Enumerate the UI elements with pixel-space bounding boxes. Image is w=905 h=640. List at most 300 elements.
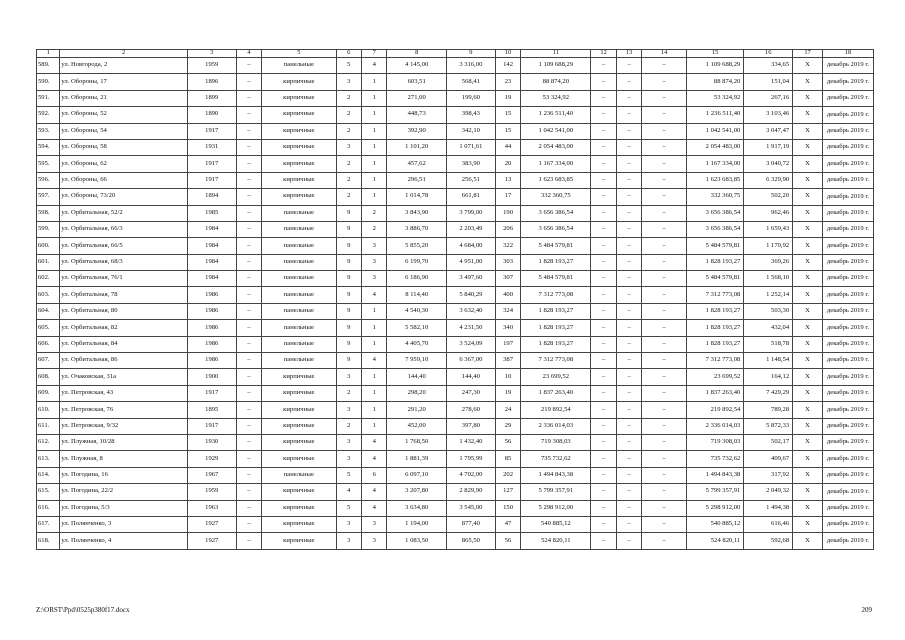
cell-total-area: 4 540,30 xyxy=(387,303,446,319)
cell-cost-regional: – xyxy=(616,221,641,237)
cell-deadline: декабрь 2019 г. xyxy=(822,74,873,90)
cell-cost-per-m2: 2 049,32 xyxy=(744,484,793,500)
cell-cost-per-m2: 789,28 xyxy=(744,402,793,418)
table-row xyxy=(37,500,874,516)
cell-residents: 307 xyxy=(495,271,520,287)
cell-wall-material: панельные xyxy=(262,303,336,319)
cell-year-built: 1959 xyxy=(187,484,236,500)
cell-entrances: 1 xyxy=(361,385,386,401)
cell-cost-regional: – xyxy=(616,484,641,500)
cell-year-built: 1986 xyxy=(187,303,236,319)
cell-cost-federal: – xyxy=(591,156,616,172)
cell-total-area: 144,40 xyxy=(387,369,446,385)
table-row xyxy=(37,385,874,401)
cell-address: ул. Орбитальная, 66/3 xyxy=(60,221,187,237)
cell-cost-regional: – xyxy=(616,205,641,221)
cell-entrances: 3 xyxy=(361,533,386,549)
cell-year-built: 1963 xyxy=(187,500,236,516)
cell-living-area: 1 795,99 xyxy=(446,451,495,467)
table-row xyxy=(37,287,874,303)
cell-address: ул. Плужная, 10/28 xyxy=(60,434,187,450)
cell-wall-year: – xyxy=(236,156,261,172)
cell-year-built: 1899 xyxy=(187,90,236,106)
cell-cost-owners: 1 837 263,40 xyxy=(686,385,743,401)
table-row xyxy=(37,451,874,467)
cell-cost-owners: 5 298 912,00 xyxy=(686,500,743,516)
cell-total-area: 291,20 xyxy=(387,402,446,418)
cell-cost-total: 332 360,75 xyxy=(521,189,591,205)
cell-cost-regional: – xyxy=(616,303,641,319)
cell-mark: Х xyxy=(793,254,823,270)
cell-year-built: 1986 xyxy=(187,336,236,352)
table-row xyxy=(37,434,874,450)
cell-cost-local: – xyxy=(642,287,687,303)
cell-row-number: 608. xyxy=(37,369,60,385)
cell-wall-year: – xyxy=(236,467,261,483)
cell-cost-owners: 5 799 357,91 xyxy=(686,484,743,500)
cell-cost-regional: – xyxy=(616,156,641,172)
cell-residents: 85 xyxy=(495,451,520,467)
cell-cost-federal: – xyxy=(591,320,616,336)
cell-row-number: 614. xyxy=(37,467,60,483)
cell-address: ул. Орбитальная, 52/2 xyxy=(60,205,187,221)
cell-deadline: декабрь 2019 г. xyxy=(822,58,873,74)
table-row xyxy=(37,107,874,123)
cell-mark: Х xyxy=(793,74,823,90)
cell-floors: 2 xyxy=(336,123,361,139)
cell-row-number: 607. xyxy=(37,353,60,369)
cell-cost-local: – xyxy=(642,303,687,319)
cell-mark: Х xyxy=(793,434,823,450)
cell-year-built: 1984 xyxy=(187,254,236,270)
cell-address: ул. Полянченко, 3 xyxy=(60,516,187,532)
cell-residents: 202 xyxy=(495,467,520,483)
cell-floors: 9 xyxy=(336,205,361,221)
cell-cost-federal: – xyxy=(591,287,616,303)
cell-wall-material: кирпичные xyxy=(262,500,336,516)
table-row xyxy=(37,74,874,90)
table-row xyxy=(37,336,874,352)
cell-row-number: 594. xyxy=(37,139,60,155)
column-number-header: 11 xyxy=(521,50,591,58)
cell-year-built: 1929 xyxy=(187,451,236,467)
cell-cost-per-m2: 1 494,38 xyxy=(744,500,793,516)
cell-wall-material: кирпичные xyxy=(262,533,336,549)
cell-cost-per-m2: 267,16 xyxy=(744,90,793,106)
cell-year-built: 1986 xyxy=(187,353,236,369)
cell-mark: Х xyxy=(793,402,823,418)
cell-cost-total: 1 236 511,40 xyxy=(521,107,591,123)
table-row xyxy=(37,320,874,336)
cell-cost-regional: – xyxy=(616,172,641,188)
cell-living-area: 199,60 xyxy=(446,90,495,106)
cell-floors: 2 xyxy=(336,385,361,401)
cell-total-area: 4 405,70 xyxy=(387,336,446,352)
cell-row-number: 591. xyxy=(37,90,60,106)
cell-deadline: декабрь 2019 г. xyxy=(822,533,873,549)
cell-mark: Х xyxy=(793,90,823,106)
cell-residents: 47 xyxy=(495,516,520,532)
cell-year-built: 1927 xyxy=(187,516,236,532)
cell-cost-total: 53 324,92 xyxy=(521,90,591,106)
cell-cost-federal: – xyxy=(591,139,616,155)
cell-floors: 9 xyxy=(336,303,361,319)
cell-wall-year: – xyxy=(236,418,261,434)
cell-year-built: 1967 xyxy=(187,467,236,483)
cell-year-built: 1930 xyxy=(187,434,236,450)
cell-cost-owners: 1 623 683,85 xyxy=(686,172,743,188)
cell-row-number: 589. xyxy=(37,58,60,74)
cell-entrances: 1 xyxy=(361,90,386,106)
cell-deadline: декабрь 2019 г. xyxy=(822,500,873,516)
cell-cost-federal: – xyxy=(591,172,616,188)
cell-cost-federal: – xyxy=(591,58,616,74)
cell-floors: 9 xyxy=(336,221,361,237)
cell-cost-federal: – xyxy=(591,484,616,500)
cell-address: ул. Орбитальная, 80 xyxy=(60,303,187,319)
cell-entrances: 1 xyxy=(361,336,386,352)
cell-floors: 3 xyxy=(336,533,361,549)
column-number-header: 14 xyxy=(642,50,687,58)
cell-year-built: 1984 xyxy=(187,238,236,254)
cell-total-area: 1 881,39 xyxy=(387,451,446,467)
cell-address: ул. Погодина, 5/3 xyxy=(60,500,187,516)
document-path: Z:\ORST\Ppd\0525p380f17.docx xyxy=(36,606,130,614)
cell-living-area: 1 432,40 xyxy=(446,434,495,450)
cell-total-area: 603,51 xyxy=(387,74,446,90)
cell-entrances: 3 xyxy=(361,516,386,532)
cell-cost-owners: 1 494 843,38 xyxy=(686,467,743,483)
cell-residents: 127 xyxy=(495,484,520,500)
cell-cost-federal: – xyxy=(591,434,616,450)
cell-total-area: 1 101,20 xyxy=(387,139,446,155)
cell-wall-material: кирпичные xyxy=(262,402,336,418)
column-number-header: 4 xyxy=(236,50,261,58)
cell-row-number: 610. xyxy=(37,402,60,418)
cell-cost-local: – xyxy=(642,221,687,237)
cell-cost-per-m2: 164,12 xyxy=(744,369,793,385)
cell-entrances: 1 xyxy=(361,107,386,123)
cell-floors: 9 xyxy=(336,320,361,336)
column-number-header: 7 xyxy=(361,50,386,58)
cell-deadline: декабрь 2019 г. xyxy=(822,172,873,188)
cell-entrances: 4 xyxy=(361,500,386,516)
table-row xyxy=(37,402,874,418)
cell-row-number: 592. xyxy=(37,107,60,123)
column-number-header: 6 xyxy=(336,50,361,58)
cell-entrances: 1 xyxy=(361,320,386,336)
column-number-header: 8 xyxy=(387,50,446,58)
cell-row-number: 590. xyxy=(37,74,60,90)
cell-cost-per-m2: 518,78 xyxy=(744,336,793,352)
cell-cost-federal: – xyxy=(591,451,616,467)
cell-cost-local: – xyxy=(642,418,687,434)
cell-total-area: 271,00 xyxy=(387,90,446,106)
cell-wall-material: панельные xyxy=(262,287,336,303)
cell-year-built: 1917 xyxy=(187,385,236,401)
cell-address: ул. Новгорода, 2 xyxy=(60,58,187,74)
cell-year-built: 1917 xyxy=(187,172,236,188)
page-number: 209 xyxy=(861,606,872,614)
cell-deadline: декабрь 2019 г. xyxy=(822,205,873,221)
cell-residents: 206 xyxy=(495,221,520,237)
cell-cost-local: – xyxy=(642,434,687,450)
cell-residents: 142 xyxy=(495,58,520,74)
cell-mark: Х xyxy=(793,303,823,319)
cell-address: ул. Петровская, 76 xyxy=(60,402,187,418)
cell-floors: 2 xyxy=(336,172,361,188)
cell-entrances: 4 xyxy=(361,353,386,369)
cell-total-area: 1 014,78 xyxy=(387,189,446,205)
cell-cost-federal: – xyxy=(591,418,616,434)
cell-residents: 15 xyxy=(495,123,520,139)
cell-mark: Х xyxy=(793,287,823,303)
cell-wall-year: – xyxy=(236,500,261,516)
cell-cost-total: 1 837 263,40 xyxy=(521,385,591,401)
cell-cost-owners: 735 732,62 xyxy=(686,451,743,467)
cell-living-area: 4 951,00 xyxy=(446,254,495,270)
table-row xyxy=(37,90,874,106)
cell-wall-year: – xyxy=(236,402,261,418)
cell-address: ул. Обороны, 58 xyxy=(60,139,187,155)
cell-total-area: 457,62 xyxy=(387,156,446,172)
cell-residents: 340 xyxy=(495,320,520,336)
cell-living-area: 5 840,29 xyxy=(446,287,495,303)
cell-deadline: декабрь 2019 г. xyxy=(822,353,873,369)
cell-cost-federal: – xyxy=(591,336,616,352)
cell-floors: 9 xyxy=(336,271,361,287)
cell-entrances: 1 xyxy=(361,139,386,155)
cell-cost-total: 1 828 193,27 xyxy=(521,303,591,319)
column-number-header: 10 xyxy=(495,50,520,58)
cell-cost-total: 5 484 579,81 xyxy=(521,238,591,254)
cell-row-number: 609. xyxy=(37,385,60,401)
cell-cost-total: 1 623 683,85 xyxy=(521,172,591,188)
cell-row-number: 612. xyxy=(37,434,60,450)
cell-row-number: 601. xyxy=(37,254,60,270)
cell-residents: 24 xyxy=(495,402,520,418)
cell-floors: 9 xyxy=(336,353,361,369)
cell-living-area: 3 799,00 xyxy=(446,205,495,221)
cell-total-area: 5 855,20 xyxy=(387,238,446,254)
cell-cost-per-m2: 1 148,54 xyxy=(744,353,793,369)
table-row xyxy=(37,484,874,500)
cell-wall-material: кирпичные xyxy=(262,172,336,188)
cell-entrances: 4 xyxy=(361,484,386,500)
cell-wall-year: – xyxy=(236,385,261,401)
cell-year-built: 1984 xyxy=(187,271,236,287)
cell-cost-regional: – xyxy=(616,320,641,336)
cell-cost-per-m2: 502,20 xyxy=(744,189,793,205)
table-row xyxy=(37,467,874,483)
cell-address: ул. Орбитальная, 78 xyxy=(60,287,187,303)
cell-year-built: 1985 xyxy=(187,205,236,221)
cell-wall-year: – xyxy=(236,336,261,352)
cell-deadline: декабрь 2019 г. xyxy=(822,156,873,172)
cell-cost-owners: 5 484 579,81 xyxy=(686,238,743,254)
cell-floors: 5 xyxy=(336,467,361,483)
cell-deadline: декабрь 2019 г. xyxy=(822,221,873,237)
cell-wall-material: кирпичные xyxy=(262,369,336,385)
cell-entrances: 3 xyxy=(361,254,386,270)
cell-mark: Х xyxy=(793,156,823,172)
cell-entrances: 1 xyxy=(361,369,386,385)
cell-address: ул. Орбитальная, 66/5 xyxy=(60,238,187,254)
cell-floors: 2 xyxy=(336,189,361,205)
cell-cost-regional: – xyxy=(616,500,641,516)
cell-cost-total: 1 042 541,00 xyxy=(521,123,591,139)
table-row xyxy=(37,205,874,221)
cell-address: ул. Обороны, 66 xyxy=(60,172,187,188)
cell-row-number: 598. xyxy=(37,205,60,221)
cell-cost-per-m2: 369,26 xyxy=(744,254,793,270)
cell-floors: 3 xyxy=(336,74,361,90)
cell-deadline: декабрь 2019 г. xyxy=(822,271,873,287)
cell-deadline: декабрь 2019 г. xyxy=(822,369,873,385)
cell-cost-local: – xyxy=(642,189,687,205)
cell-living-area: 398,43 xyxy=(446,107,495,123)
cell-wall-year: – xyxy=(236,123,261,139)
cell-mark: Х xyxy=(793,139,823,155)
cell-mark: Х xyxy=(793,369,823,385)
cell-address: ул. Петровская, 9/32 xyxy=(60,418,187,434)
cell-cost-owners: 719 308,03 xyxy=(686,434,743,450)
table-row xyxy=(37,516,874,532)
cell-address: ул. Орбитальная, 76/1 xyxy=(60,271,187,287)
cell-cost-regional: – xyxy=(616,467,641,483)
cell-cost-owners: 1 167 334,00 xyxy=(686,156,743,172)
cell-wall-year: – xyxy=(236,369,261,385)
cell-address: ул. Орбитальная, 86 xyxy=(60,353,187,369)
cell-wall-material: кирпичные xyxy=(262,434,336,450)
cell-floors: 2 xyxy=(336,107,361,123)
cell-wall-year: – xyxy=(236,90,261,106)
cell-residents: 20 xyxy=(495,156,520,172)
table-row xyxy=(37,139,874,155)
cell-cost-total: 735 732,62 xyxy=(521,451,591,467)
cell-cost-local: – xyxy=(642,385,687,401)
cell-address: ул. Орбитальная, 82 xyxy=(60,320,187,336)
cell-cost-local: – xyxy=(642,467,687,483)
cell-wall-year: – xyxy=(236,205,261,221)
cell-residents: 23 xyxy=(495,74,520,90)
cell-residents: 56 xyxy=(495,434,520,450)
cell-address: ул. Обороны, 52 xyxy=(60,107,187,123)
cell-cost-owners: 23 699,52 xyxy=(686,369,743,385)
cell-wall-material: панельные xyxy=(262,205,336,221)
column-number-header: 1 xyxy=(37,50,60,58)
cell-living-area: 661,81 xyxy=(446,189,495,205)
cell-cost-total: 1 494 843,38 xyxy=(521,467,591,483)
cell-address: ул. Полянченко, 4 xyxy=(60,533,187,549)
cell-cost-federal: – xyxy=(591,516,616,532)
cell-mark: Х xyxy=(793,353,823,369)
column-number-header: 13 xyxy=(616,50,641,58)
cell-deadline: декабрь 2019 г. xyxy=(822,189,873,205)
cell-entrances: 6 xyxy=(361,467,386,483)
table-row xyxy=(37,156,874,172)
cell-wall-material: кирпичные xyxy=(262,139,336,155)
cell-deadline: декабрь 2019 г. xyxy=(822,254,873,270)
cell-address: ул. Петровская, 43 xyxy=(60,385,187,401)
cell-cost-total: 1 828 193,27 xyxy=(521,336,591,352)
cell-cost-owners: 1 109 688,29 xyxy=(686,58,743,74)
cell-floors: 2 xyxy=(336,418,361,434)
cell-floors: 3 xyxy=(336,139,361,155)
cell-cost-total: 540 885,12 xyxy=(521,516,591,532)
cell-wall-year: – xyxy=(236,484,261,500)
cell-deadline: декабрь 2019 г. xyxy=(822,434,873,450)
cell-entrances: 2 xyxy=(361,221,386,237)
cell-cost-owners: 1 828 193,27 xyxy=(686,320,743,336)
cell-deadline: декабрь 2019 г. xyxy=(822,451,873,467)
table-row xyxy=(37,254,874,270)
cell-floors: 2 xyxy=(336,156,361,172)
cell-cost-federal: – xyxy=(591,238,616,254)
cell-year-built: 1917 xyxy=(187,123,236,139)
cell-floors: 9 xyxy=(336,287,361,303)
cell-cost-local: – xyxy=(642,402,687,418)
cell-cost-total: 3 656 386,54 xyxy=(521,205,591,221)
cell-mark: Х xyxy=(793,516,823,532)
cell-living-area: 3 632,40 xyxy=(446,303,495,319)
cell-cost-total: 719 308,03 xyxy=(521,434,591,450)
table-row xyxy=(37,533,874,549)
cell-row-number: 615. xyxy=(37,484,60,500)
cell-address: ул. Обороны, 54 xyxy=(60,123,187,139)
cell-cost-total: 88 874,20 xyxy=(521,74,591,90)
cell-deadline: декабрь 2019 г. xyxy=(822,484,873,500)
column-number-header: 5 xyxy=(262,50,336,58)
cell-deadline: декабрь 2019 г. xyxy=(822,385,873,401)
cell-floors: 3 xyxy=(336,402,361,418)
cell-floors: 9 xyxy=(336,336,361,352)
cell-wall-year: – xyxy=(236,271,261,287)
cell-cost-per-m2: 5 872,33 xyxy=(744,418,793,434)
column-number-header: 2 xyxy=(60,50,187,58)
cell-mark: Х xyxy=(793,58,823,74)
cell-address: ул. Обороны, 21 xyxy=(60,90,187,106)
cell-mark: Х xyxy=(793,172,823,188)
cell-cost-federal: – xyxy=(591,254,616,270)
cell-floors: 3 xyxy=(336,369,361,385)
cell-residents: 44 xyxy=(495,139,520,155)
cell-cost-total: 23 699,52 xyxy=(521,369,591,385)
cell-year-built: 1959 xyxy=(187,58,236,74)
cell-total-area: 1 083,50 xyxy=(387,533,446,549)
cell-cost-local: – xyxy=(642,500,687,516)
cell-cost-federal: – xyxy=(591,74,616,90)
cell-mark: Х xyxy=(793,418,823,434)
cell-residents: 19 xyxy=(495,90,520,106)
cell-cost-per-m2: 432,04 xyxy=(744,320,793,336)
cell-cost-per-m2: 616,46 xyxy=(744,516,793,532)
cell-cost-local: – xyxy=(642,107,687,123)
cell-mark: Х xyxy=(793,385,823,401)
cell-cost-local: – xyxy=(642,336,687,352)
cell-cost-federal: – xyxy=(591,303,616,319)
cell-wall-year: – xyxy=(236,533,261,549)
cell-deadline: декабрь 2019 г. xyxy=(822,402,873,418)
cell-floors: 5 xyxy=(336,58,361,74)
cell-wall-material: панельные xyxy=(262,336,336,352)
cell-mark: Х xyxy=(793,451,823,467)
cell-total-area: 3 886,70 xyxy=(387,221,446,237)
cell-wall-year: – xyxy=(236,254,261,270)
cell-row-number: 597. xyxy=(37,189,60,205)
cell-floors: 9 xyxy=(336,238,361,254)
cell-wall-material: кирпичные xyxy=(262,484,336,500)
